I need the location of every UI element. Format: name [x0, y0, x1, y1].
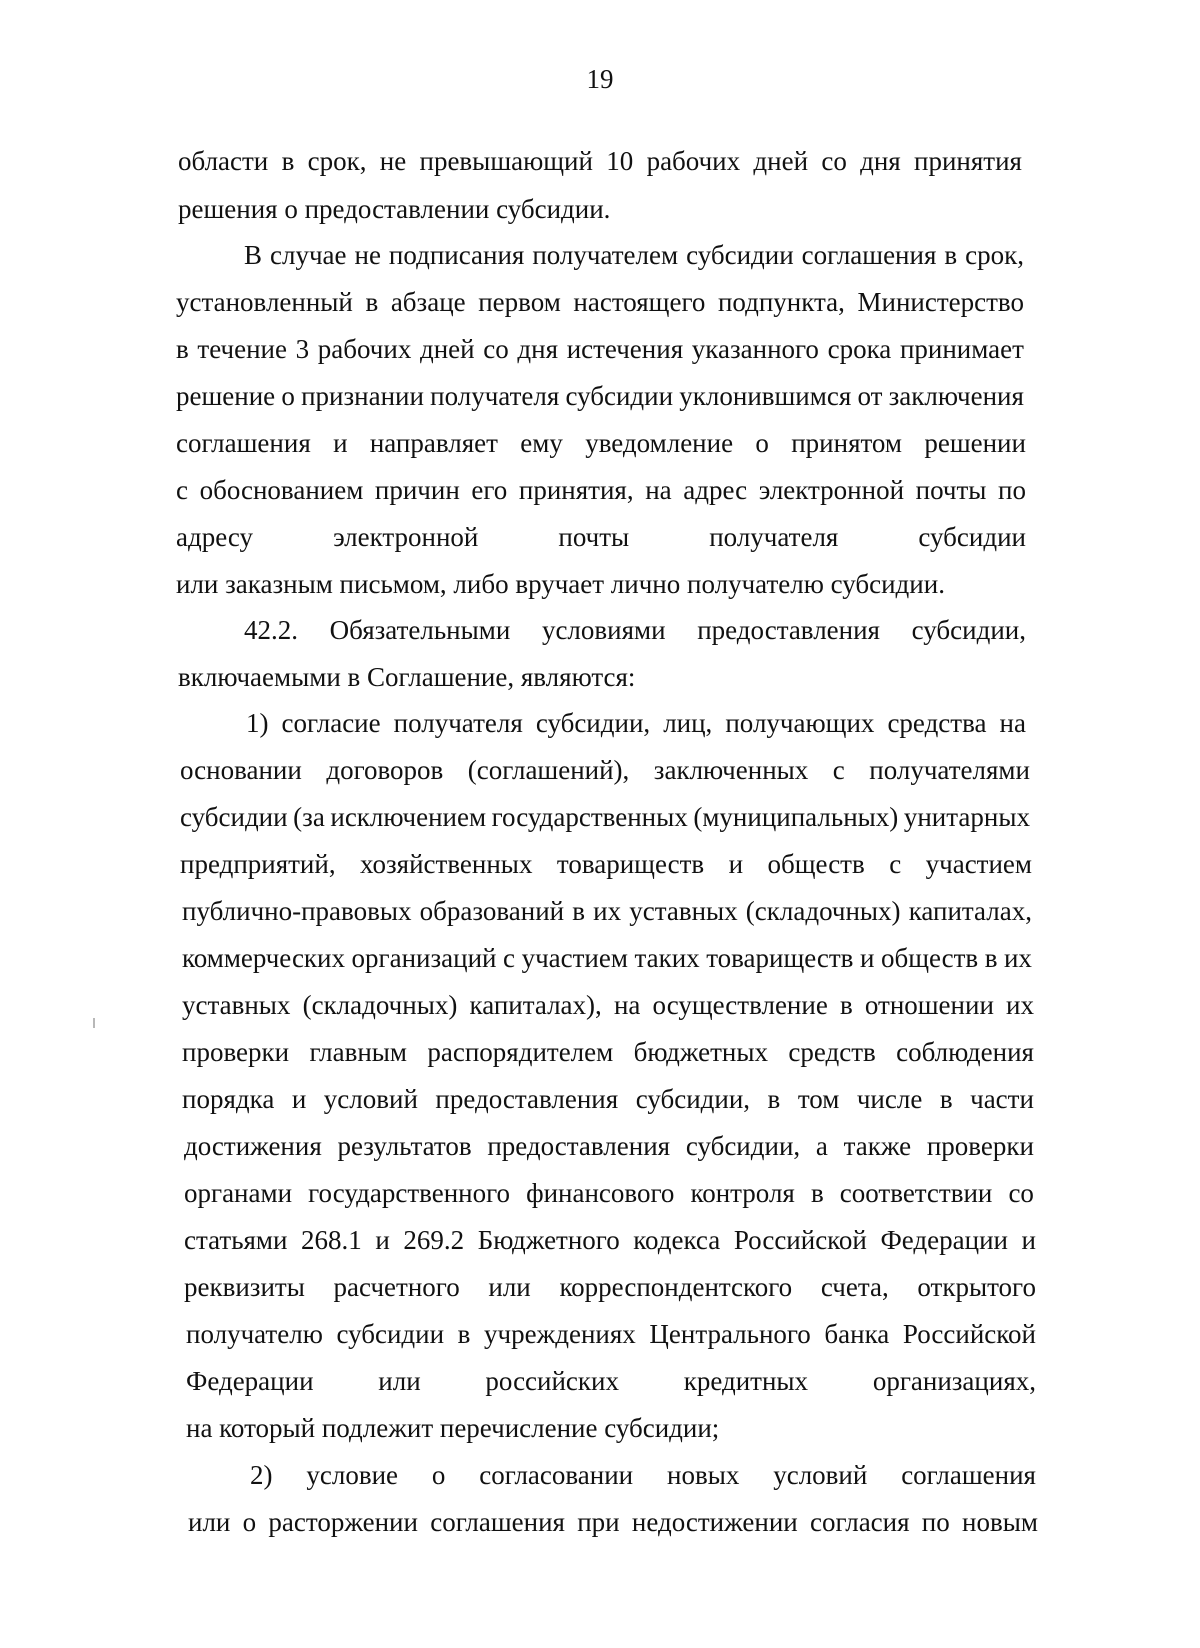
text-line: [176, 567, 945, 601]
word: (за: [293, 802, 325, 832]
word: условие: [306, 1460, 399, 1490]
word: электронной: [758, 475, 905, 505]
word: средств: [788, 1037, 876, 1067]
word: о: [431, 1460, 446, 1490]
word: проверки: [926, 1131, 1034, 1161]
word: принятия: [914, 146, 1022, 176]
word: согласие: [281, 708, 381, 738]
text-line: [184, 1176, 1034, 1210]
text-line: [188, 1505, 1038, 1539]
word: условий: [773, 1460, 868, 1490]
word: их: [1006, 990, 1034, 1020]
text-line: [182, 1035, 1034, 1069]
word: Российской: [733, 1225, 867, 1255]
word: настоящего: [573, 287, 706, 317]
word: (муниципальных): [693, 802, 899, 832]
word: Министерство: [857, 287, 1024, 317]
word: отношении: [864, 990, 994, 1020]
text-line: [186, 1317, 1036, 1351]
word: при: [577, 1507, 620, 1537]
word: и: [291, 1084, 307, 1114]
word: (складочных): [302, 990, 458, 1020]
word: новым: [962, 1507, 1038, 1537]
word: новых: [667, 1460, 740, 1490]
text-line: [180, 847, 1032, 881]
word: срок,: [965, 240, 1024, 270]
word: о: [242, 1507, 257, 1537]
word: Российской: [902, 1319, 1036, 1349]
word: достижения: [184, 1131, 322, 1161]
word: получателем: [532, 240, 679, 270]
word: предоставления: [697, 615, 880, 645]
word: по: [998, 475, 1026, 505]
word: решения о предоставлении субсидии.: [178, 194, 611, 224]
word: финансового: [526, 1178, 675, 1208]
word: расчетного: [333, 1272, 460, 1302]
text-line: [186, 1364, 1036, 1398]
word: В: [244, 240, 263, 270]
text-line: [178, 192, 610, 226]
text-line: [176, 285, 1024, 319]
word: предприятий,: [180, 849, 336, 879]
word: (соглашений),: [467, 755, 630, 785]
word: осуществление: [652, 990, 828, 1020]
word: почты: [915, 475, 987, 505]
word: в: [767, 1084, 781, 1114]
word: или: [188, 1507, 231, 1537]
word: части: [970, 1084, 1034, 1114]
word: указанного: [691, 334, 819, 364]
word: государственного: [308, 1178, 511, 1208]
word: Федерации: [880, 1225, 1008, 1255]
word: числе: [856, 1084, 923, 1114]
word: решении: [924, 428, 1026, 458]
word: бюджетных: [633, 1037, 769, 1067]
word: уведомление: [585, 428, 734, 458]
word: публично-правовых: [182, 896, 412, 926]
word: государственных: [491, 802, 688, 832]
word: срока: [827, 334, 892, 364]
word: 42.2.: [244, 615, 298, 645]
word: адресу: [176, 522, 254, 552]
word: субсидии: [686, 240, 794, 270]
word: течение: [197, 334, 287, 364]
word: распорядителем: [427, 1037, 614, 1067]
word: также: [843, 1131, 912, 1161]
scan-artifact: [93, 1018, 95, 1028]
word: получающих: [725, 708, 875, 738]
text-line: [178, 144, 1022, 178]
text-line: [176, 379, 1024, 413]
word: принимает: [899, 334, 1024, 364]
word: капиталах,: [908, 896, 1032, 926]
text-line: [176, 473, 1026, 507]
word: счета,: [820, 1272, 889, 1302]
word: открытого: [917, 1272, 1036, 1302]
word: 2): [250, 1460, 273, 1490]
word: в: [839, 990, 853, 1020]
word: товариществ: [556, 849, 705, 879]
word: заключенных: [653, 755, 809, 785]
word: в: [572, 896, 585, 926]
text-line: [250, 1458, 1036, 1492]
word: основании: [180, 755, 302, 785]
word: 269.2: [403, 1225, 465, 1255]
word: с: [503, 943, 516, 973]
word: в: [944, 240, 958, 270]
word: условий: [323, 1084, 418, 1114]
word: результатов: [337, 1131, 472, 1161]
word: дней: [420, 334, 475, 364]
word: органами: [184, 1178, 293, 1208]
word: получателя: [393, 708, 523, 738]
text-line: [184, 1129, 1034, 1163]
word: Обязательными: [329, 615, 511, 645]
word: субсидии: [565, 381, 674, 411]
text-line: [184, 1223, 1036, 1257]
word: или: [378, 1366, 421, 1396]
text-line: [178, 660, 635, 694]
text-line: [186, 1411, 719, 1445]
word: российских: [485, 1366, 619, 1396]
word: обоснованием: [199, 475, 364, 505]
word: получателя: [430, 381, 560, 411]
word: получателю: [186, 1319, 323, 1349]
word: исключением: [330, 802, 487, 832]
word: признании: [301, 381, 424, 411]
word: о: [281, 381, 295, 411]
word: согласовании: [479, 1460, 634, 1490]
word: электронной: [333, 522, 479, 552]
word: срок,: [307, 146, 367, 176]
word: подписания: [388, 240, 525, 270]
word: на который подлежит перечисление субсидии;: [186, 1413, 720, 1443]
word: на: [999, 708, 1026, 738]
word: в: [939, 1084, 953, 1114]
word: таких: [634, 943, 700, 973]
word: включаемыми в Соглашение, являются:: [178, 662, 636, 692]
word: субсидии,: [911, 615, 1026, 645]
word: рабочих: [317, 334, 412, 364]
word: соглашения: [901, 1460, 1036, 1490]
word: договоров: [326, 755, 444, 785]
word: о: [755, 428, 769, 458]
word: корреспондентского: [559, 1272, 793, 1302]
word: получателями: [869, 755, 1030, 785]
word: в: [810, 1178, 824, 1208]
word: Бюджетного: [477, 1225, 620, 1255]
word: контроля: [690, 1178, 795, 1208]
word: дня: [517, 334, 559, 364]
word: предоставления: [487, 1131, 671, 1161]
word: средства: [887, 708, 987, 738]
word: а: [815, 1131, 828, 1161]
word: принятия,: [518, 475, 634, 505]
word: уклонившимся: [679, 381, 852, 411]
word: или: [488, 1272, 531, 1302]
word: абзаце: [390, 287, 466, 317]
word: банка: [824, 1319, 890, 1349]
word: установленный: [176, 287, 353, 317]
text-line: [244, 613, 1026, 647]
word: его: [471, 475, 508, 505]
word: участием: [925, 849, 1032, 879]
word: соблюдения: [896, 1037, 1034, 1067]
word: области: [178, 146, 269, 176]
word: капиталах),: [469, 990, 602, 1020]
word: или заказным письмом, либо вручает лично получателю субсидии.: [176, 569, 945, 599]
word: и: [333, 428, 348, 458]
word: в: [176, 334, 189, 364]
word: причин: [374, 475, 460, 505]
text-line: [182, 894, 1032, 928]
text-line: [176, 332, 1024, 366]
word: коммерческих: [182, 943, 346, 973]
word: с: [889, 849, 902, 879]
word: рабочих: [646, 146, 741, 176]
word: том: [797, 1084, 840, 1114]
text-line: [180, 753, 1030, 787]
word: участием: [521, 943, 628, 973]
word: организациях,: [872, 1366, 1036, 1396]
word: от: [857, 381, 883, 411]
word: первом: [478, 287, 561, 317]
word: обществ: [880, 943, 979, 973]
word: субсидии: [180, 802, 288, 832]
word: 10: [606, 146, 634, 176]
word: адрес: [683, 475, 748, 505]
word: лиц,: [663, 708, 713, 738]
word: 268.1: [301, 1225, 362, 1255]
word: товариществ: [706, 943, 854, 973]
word: в: [457, 1319, 471, 1349]
word: дней: [753, 146, 809, 176]
word: субсидии,: [535, 708, 651, 738]
word: направляет: [369, 428, 498, 458]
word: в: [281, 146, 295, 176]
word: расторжении: [268, 1507, 418, 1537]
text-line: [182, 988, 1034, 1022]
word: уставных: [182, 990, 291, 1020]
word: соглашения: [801, 240, 937, 270]
text-line: [182, 941, 1032, 975]
word: учреждениях: [484, 1319, 636, 1349]
word: ему: [520, 428, 563, 458]
text-line: [244, 238, 1024, 272]
word: в: [365, 287, 379, 317]
word: заключения: [888, 381, 1024, 411]
word: принятом: [791, 428, 903, 458]
word: субсидии,: [635, 1084, 751, 1114]
word: субсидии: [918, 522, 1026, 552]
word: получателя: [709, 522, 839, 552]
word: и: [1021, 1225, 1036, 1255]
word: кодекса: [633, 1225, 721, 1255]
word: и: [859, 943, 875, 973]
word: решение: [176, 381, 276, 411]
text-line: [246, 706, 1026, 740]
word: (складочных): [745, 896, 901, 926]
word: случае: [270, 240, 347, 270]
word: 3: [295, 334, 310, 364]
word: истечения: [566, 334, 684, 364]
word: образований: [419, 896, 565, 926]
word: хозяйственных: [360, 849, 533, 879]
word: согласия: [810, 1507, 910, 1537]
word: на: [645, 475, 672, 505]
word: обществ: [767, 849, 865, 879]
word: не: [379, 146, 407, 176]
word: 1): [246, 708, 269, 738]
word: превышающий: [419, 146, 593, 176]
word: организаций: [351, 943, 497, 973]
text-line: [176, 520, 1026, 554]
word: в: [984, 943, 998, 973]
word: Федерации: [186, 1366, 314, 1396]
word: условиями: [541, 615, 666, 645]
word: субсидии,: [685, 1131, 801, 1161]
word: подпункта,: [717, 287, 845, 317]
word: недостижении: [631, 1507, 798, 1537]
word: главным: [309, 1037, 408, 1067]
word: со: [1008, 1178, 1034, 1208]
word: со: [821, 146, 847, 176]
word: их: [1003, 943, 1032, 973]
word: предоставления: [435, 1084, 619, 1114]
word: на: [613, 990, 641, 1020]
word: субсидии: [336, 1319, 445, 1349]
word: с: [176, 475, 188, 505]
word: не: [354, 240, 381, 270]
word: и: [375, 1225, 390, 1255]
text-line: [182, 1082, 1034, 1116]
word: статьями: [184, 1225, 288, 1255]
word: с: [832, 755, 845, 785]
word: проверки: [182, 1037, 290, 1067]
word: со: [483, 334, 509, 364]
word: почты: [558, 522, 630, 552]
word: Центрального: [649, 1319, 811, 1349]
word: их: [593, 896, 622, 926]
word: по: [921, 1507, 950, 1537]
text-line: [180, 800, 1030, 834]
word: соглашения: [176, 428, 311, 458]
word: реквизиты: [184, 1272, 305, 1302]
word: кредитных: [683, 1366, 809, 1396]
word: дня: [860, 146, 901, 176]
word: уставных: [629, 896, 738, 926]
word: соответствии: [839, 1178, 993, 1208]
word: соглашения: [430, 1507, 565, 1537]
word: порядка: [182, 1084, 275, 1114]
text-line: [176, 426, 1026, 460]
text-line: [184, 1270, 1036, 1304]
page-number: 19: [586, 64, 614, 94]
word: унитарных: [903, 802, 1030, 832]
word: и: [728, 849, 744, 879]
